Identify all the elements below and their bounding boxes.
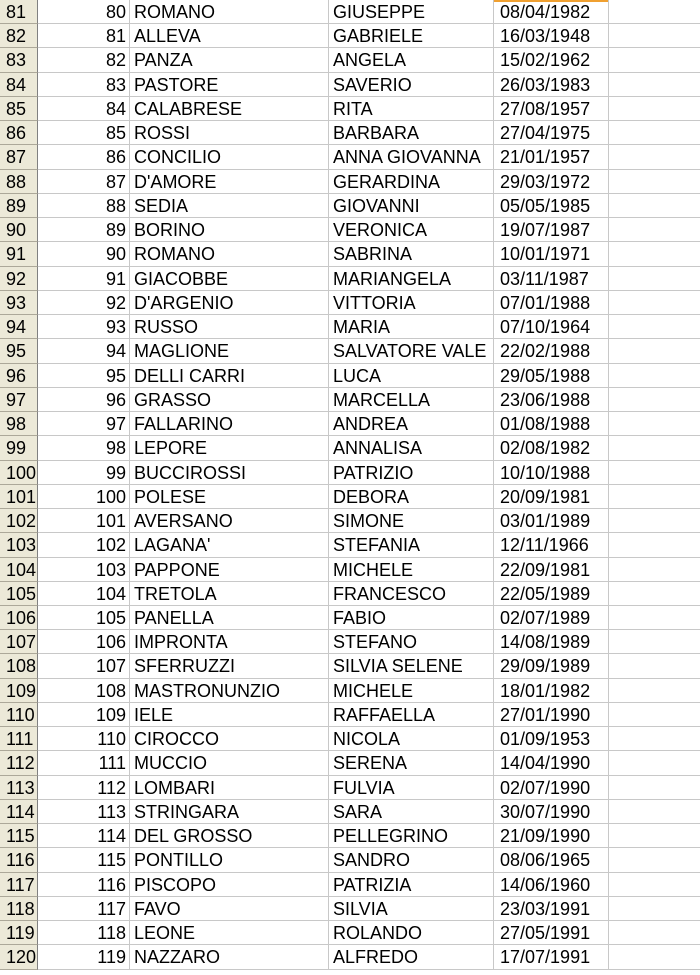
table-row bbox=[0, 388, 700, 412]
cell-id[interactable]: 118 bbox=[38, 921, 130, 945]
cell-first-name[interactable]: STEFANO bbox=[329, 630, 494, 654]
table-row bbox=[0, 582, 700, 606]
table-row bbox=[0, 509, 700, 533]
table-row bbox=[0, 145, 700, 169]
cell-empty[interactable] bbox=[609, 897, 700, 921]
cell-first-name[interactable]: FRANCESCO bbox=[329, 582, 494, 606]
cell-id[interactable]: 112 bbox=[38, 776, 130, 800]
cell-last-name[interactable]: ROSSI bbox=[130, 121, 329, 145]
cell-empty[interactable] bbox=[609, 291, 700, 315]
row-header[interactable]: 89 bbox=[0, 194, 38, 218]
cell-empty[interactable] bbox=[609, 558, 700, 582]
cell-empty[interactable] bbox=[609, 97, 700, 121]
cell-first-name[interactable]: PELLEGRINO bbox=[329, 824, 494, 848]
cell-id[interactable]: 109 bbox=[38, 703, 130, 727]
cell-empty[interactable] bbox=[609, 606, 700, 630]
row-header[interactable]: 117 bbox=[0, 873, 38, 897]
cell-last-name[interactable]: LOMBARI bbox=[130, 776, 329, 800]
table-row bbox=[0, 218, 700, 242]
row-header[interactable]: 109 bbox=[0, 679, 38, 703]
table-row bbox=[0, 751, 700, 775]
row-header[interactable]: 94 bbox=[0, 315, 38, 339]
cell-empty[interactable] bbox=[609, 824, 700, 848]
cell-last-name[interactable]: D'ARGENIO bbox=[130, 291, 329, 315]
cell-first-name[interactable]: ANNALISA bbox=[329, 436, 494, 460]
cell-first-name[interactable]: SAVERIO bbox=[329, 73, 494, 97]
table-row bbox=[0, 703, 700, 727]
cell-last-name[interactable]: LEPORE bbox=[130, 436, 329, 460]
row-header[interactable]: 115 bbox=[0, 824, 38, 848]
cell-last-name[interactable]: PAPPONE bbox=[130, 558, 329, 582]
cell-last-name[interactable]: BUCCIROSSI bbox=[130, 461, 329, 485]
row-header[interactable]: 84 bbox=[0, 73, 38, 97]
cell-id[interactable]: 89 bbox=[38, 218, 130, 242]
row-header[interactable]: 101 bbox=[0, 485, 38, 509]
cell-id[interactable]: 88 bbox=[38, 194, 130, 218]
cell-first-name[interactable]: SANDRO bbox=[329, 848, 494, 872]
cell-last-name[interactable]: D'AMORE bbox=[130, 170, 329, 194]
cell-first-name[interactable]: ROLANDO bbox=[329, 921, 494, 945]
cell-birth-date[interactable]: 08/04/1982 bbox=[494, 0, 609, 24]
cell-id[interactable]: 91 bbox=[38, 267, 130, 291]
cell-first-name[interactable]: NICOLA bbox=[329, 727, 494, 751]
cell-birth-date[interactable]: 29/05/1988 bbox=[494, 364, 609, 388]
cell-empty[interactable] bbox=[609, 170, 700, 194]
row-header[interactable]: 112 bbox=[0, 751, 38, 775]
row-header[interactable]: 93 bbox=[0, 291, 38, 315]
cell-birth-date[interactable]: 20/09/1981 bbox=[494, 485, 609, 509]
row-header[interactable]: 107 bbox=[0, 630, 38, 654]
cell-last-name[interactable]: MASTRONUNZIO bbox=[130, 679, 329, 703]
cell-first-name[interactable]: GERARDINA bbox=[329, 170, 494, 194]
cell-last-name[interactable]: RUSSO bbox=[130, 315, 329, 339]
cell-empty[interactable] bbox=[609, 727, 700, 751]
cell-birth-date[interactable]: 14/08/1989 bbox=[494, 630, 609, 654]
cell-last-name[interactable]: FALLARINO bbox=[130, 412, 329, 436]
table-row bbox=[0, 727, 700, 751]
cell-id[interactable]: 81 bbox=[38, 24, 130, 48]
cell-first-name[interactable]: ALFREDO bbox=[329, 945, 494, 969]
cell-birth-date[interactable]: 02/07/1990 bbox=[494, 776, 609, 800]
cell-empty[interactable] bbox=[609, 848, 700, 872]
cell-last-name[interactable]: DELLI CARRI bbox=[130, 364, 329, 388]
cell-last-name[interactable]: MUCCIO bbox=[130, 751, 329, 775]
cell-birth-date[interactable]: 27/05/1991 bbox=[494, 921, 609, 945]
cell-id[interactable]: 101 bbox=[38, 509, 130, 533]
cell-birth-date[interactable]: 23/03/1991 bbox=[494, 897, 609, 921]
cell-birth-date[interactable]: 22/05/1989 bbox=[494, 582, 609, 606]
row-header[interactable]: 88 bbox=[0, 170, 38, 194]
cell-first-name[interactable]: ANGELA bbox=[329, 48, 494, 72]
table-row bbox=[0, 558, 700, 582]
row-header[interactable]: 102 bbox=[0, 509, 38, 533]
cell-first-name[interactable]: MARIANGELA bbox=[329, 267, 494, 291]
cell-first-name[interactable]: RAFFAELLA bbox=[329, 703, 494, 727]
cell-first-name[interactable]: SILVIA bbox=[329, 897, 494, 921]
cell-first-name[interactable]: FABIO bbox=[329, 606, 494, 630]
table-row bbox=[0, 339, 700, 363]
row-header[interactable]: 99 bbox=[0, 436, 38, 460]
table-row bbox=[0, 291, 700, 315]
table-row bbox=[0, 121, 700, 145]
cell-id[interactable]: 96 bbox=[38, 388, 130, 412]
cell-id[interactable]: 104 bbox=[38, 582, 130, 606]
cell-first-name[interactable]: PATRIZIO bbox=[329, 461, 494, 485]
cell-empty[interactable] bbox=[609, 630, 700, 654]
row-header[interactable]: 90 bbox=[0, 218, 38, 242]
cell-first-name[interactable]: MICHELE bbox=[329, 558, 494, 582]
cell-last-name[interactable]: BORINO bbox=[130, 218, 329, 242]
cell-empty[interactable] bbox=[609, 654, 700, 678]
cell-id[interactable]: 80 bbox=[38, 0, 130, 24]
cell-id[interactable]: 115 bbox=[38, 848, 130, 872]
cell-first-name[interactable]: ANNA GIOVANNA bbox=[329, 145, 494, 169]
cell-birth-date[interactable]: 10/10/1988 bbox=[494, 461, 609, 485]
table-row bbox=[0, 412, 700, 436]
row-header[interactable]: 116 bbox=[0, 848, 38, 872]
cell-empty[interactable] bbox=[609, 873, 700, 897]
cell-id[interactable]: 116 bbox=[38, 873, 130, 897]
cell-birth-date[interactable]: 21/01/1957 bbox=[494, 145, 609, 169]
table-row bbox=[0, 97, 700, 121]
row-header[interactable]: 96 bbox=[0, 364, 38, 388]
cell-first-name[interactable]: SILVIA SELENE bbox=[329, 654, 494, 678]
table-row bbox=[0, 73, 700, 97]
row-header[interactable]: 104 bbox=[0, 558, 38, 582]
cell-id[interactable]: 102 bbox=[38, 533, 130, 557]
row-header[interactable]: 119 bbox=[0, 921, 38, 945]
cell-birth-date[interactable]: 27/04/1975 bbox=[494, 121, 609, 145]
cell-first-name[interactable]: GIUSEPPE bbox=[329, 0, 494, 24]
cell-empty[interactable] bbox=[609, 388, 700, 412]
table-row bbox=[0, 194, 700, 218]
cell-id[interactable]: 83 bbox=[38, 73, 130, 97]
cell-empty[interactable] bbox=[609, 73, 700, 97]
cell-first-name[interactable]: SARA bbox=[329, 800, 494, 824]
cell-last-name[interactable]: POLESE bbox=[130, 485, 329, 509]
cell-first-name[interactable]: SALVATORE VALE bbox=[329, 339, 494, 363]
table-row bbox=[0, 533, 700, 557]
cell-last-name[interactable]: AVERSANO bbox=[130, 509, 329, 533]
cell-last-name[interactable]: SEDIA bbox=[130, 194, 329, 218]
cell-empty[interactable] bbox=[609, 267, 700, 291]
cell-empty[interactable] bbox=[609, 776, 700, 800]
cell-birth-date[interactable]: 10/01/1971 bbox=[494, 242, 609, 266]
table-row bbox=[0, 48, 700, 72]
cell-id[interactable]: 105 bbox=[38, 606, 130, 630]
cell-id[interactable]: 119 bbox=[38, 945, 130, 969]
cell-last-name[interactable]: PISCOPO bbox=[130, 873, 329, 897]
cell-id[interactable]: 86 bbox=[38, 145, 130, 169]
cell-last-name[interactable]: LAGANA' bbox=[130, 533, 329, 557]
row-header[interactable]: 106 bbox=[0, 606, 38, 630]
cell-last-name[interactable]: PASTORE bbox=[130, 73, 329, 97]
cell-birth-date[interactable]: 21/09/1990 bbox=[494, 824, 609, 848]
cell-id[interactable]: 117 bbox=[38, 897, 130, 921]
cell-last-name[interactable]: TRETOLA bbox=[130, 582, 329, 606]
cell-birth-date[interactable]: 01/08/1988 bbox=[494, 412, 609, 436]
cell-first-name[interactable]: FULVIA bbox=[329, 776, 494, 800]
cell-last-name[interactable]: PANELLA bbox=[130, 606, 329, 630]
row-header[interactable]: 81 bbox=[0, 0, 38, 24]
row-header[interactable]: 86 bbox=[0, 121, 38, 145]
table-row bbox=[0, 24, 700, 48]
table-row bbox=[0, 315, 700, 339]
cell-empty[interactable] bbox=[609, 24, 700, 48]
table-row bbox=[0, 848, 700, 872]
table-row bbox=[0, 776, 700, 800]
cell-id[interactable]: 95 bbox=[38, 364, 130, 388]
row-header[interactable]: 110 bbox=[0, 703, 38, 727]
cell-id[interactable]: 113 bbox=[38, 800, 130, 824]
cell-last-name[interactable]: IELE bbox=[130, 703, 329, 727]
cell-id[interactable]: 93 bbox=[38, 315, 130, 339]
cell-first-name[interactable]: MICHELE bbox=[329, 679, 494, 703]
row-header[interactable]: 113 bbox=[0, 776, 38, 800]
cell-last-name[interactable]: SFERRUZZI bbox=[130, 654, 329, 678]
row-header[interactable]: 105 bbox=[0, 582, 38, 606]
cell-last-name[interactable]: IMPRONTA bbox=[130, 630, 329, 654]
table-row bbox=[0, 679, 700, 703]
cell-first-name[interactable]: BARBARA bbox=[329, 121, 494, 145]
cell-first-name[interactable]: SERENA bbox=[329, 751, 494, 775]
cell-empty[interactable] bbox=[609, 800, 700, 824]
cell-id[interactable]: 111 bbox=[38, 751, 130, 775]
row-header[interactable]: 114 bbox=[0, 800, 38, 824]
row-header[interactable]: 120 bbox=[0, 945, 38, 969]
cell-id[interactable]: 85 bbox=[38, 121, 130, 145]
cell-empty[interactable] bbox=[609, 921, 700, 945]
cell-birth-date[interactable]: 07/01/1988 bbox=[494, 291, 609, 315]
cell-birth-date[interactable]: 22/09/1981 bbox=[494, 558, 609, 582]
cell-first-name[interactable]: ANDREA bbox=[329, 412, 494, 436]
cell-first-name[interactable]: LUCA bbox=[329, 364, 494, 388]
cell-empty[interactable] bbox=[609, 485, 700, 509]
row-header[interactable]: 85 bbox=[0, 97, 38, 121]
cell-empty[interactable] bbox=[609, 364, 700, 388]
cell-last-name[interactable]: GIACOBBE bbox=[130, 267, 329, 291]
cell-birth-date[interactable]: 01/09/1953 bbox=[494, 727, 609, 751]
table-row bbox=[0, 242, 700, 266]
cell-id[interactable]: 92 bbox=[38, 291, 130, 315]
cell-last-name[interactable]: PONTILLO bbox=[130, 848, 329, 872]
row-header[interactable]: 95 bbox=[0, 339, 38, 363]
table-row bbox=[0, 897, 700, 921]
row-header[interactable]: 118 bbox=[0, 897, 38, 921]
cell-empty[interactable] bbox=[609, 121, 700, 145]
cell-empty[interactable] bbox=[609, 315, 700, 339]
row-header[interactable]: 111 bbox=[0, 727, 38, 751]
cell-id[interactable]: 87 bbox=[38, 170, 130, 194]
row-header[interactable]: 108 bbox=[0, 654, 38, 678]
cell-birth-date[interactable]: 02/07/1989 bbox=[494, 606, 609, 630]
cell-empty[interactable] bbox=[609, 0, 700, 24]
cell-birth-date[interactable]: 02/08/1982 bbox=[494, 436, 609, 460]
table-row bbox=[0, 364, 700, 388]
cell-first-name[interactable]: GIOVANNI bbox=[329, 194, 494, 218]
cell-birth-date[interactable]: 12/11/1966 bbox=[494, 533, 609, 557]
cell-first-name[interactable]: STEFANIA bbox=[329, 533, 494, 557]
cell-empty[interactable] bbox=[609, 145, 700, 169]
cell-empty[interactable] bbox=[609, 412, 700, 436]
cell-id[interactable]: 100 bbox=[38, 485, 130, 509]
cell-id[interactable]: 99 bbox=[38, 461, 130, 485]
cell-first-name[interactable]: PATRIZIA bbox=[329, 873, 494, 897]
cell-last-name[interactable]: CALABRESE bbox=[130, 97, 329, 121]
table-row bbox=[0, 630, 700, 654]
table-row bbox=[0, 0, 700, 24]
cell-last-name[interactable]: ALLEVA bbox=[130, 24, 329, 48]
cell-empty[interactable] bbox=[609, 218, 700, 242]
cell-id[interactable]: 108 bbox=[38, 679, 130, 703]
cell-id[interactable]: 84 bbox=[38, 97, 130, 121]
cell-empty[interactable] bbox=[609, 242, 700, 266]
table-row bbox=[0, 436, 700, 460]
cell-last-name[interactable]: STRINGARA bbox=[130, 800, 329, 824]
cell-id[interactable]: 107 bbox=[38, 654, 130, 678]
cell-last-name[interactable]: ROMANO bbox=[130, 242, 329, 266]
cell-first-name[interactable]: SIMONE bbox=[329, 509, 494, 533]
cell-birth-date[interactable]: 17/07/1991 bbox=[494, 945, 609, 969]
cell-first-name[interactable]: SABRINA bbox=[329, 242, 494, 266]
cell-id[interactable]: 110 bbox=[38, 727, 130, 751]
cell-id[interactable]: 90 bbox=[38, 242, 130, 266]
cell-empty[interactable] bbox=[609, 679, 700, 703]
table-row bbox=[0, 824, 700, 848]
cell-birth-date[interactable]: 08/06/1965 bbox=[494, 848, 609, 872]
table-row bbox=[0, 800, 700, 824]
table-row bbox=[0, 945, 700, 969]
cell-id[interactable]: 103 bbox=[38, 558, 130, 582]
cell-empty[interactable] bbox=[609, 339, 700, 363]
cell-id[interactable]: 97 bbox=[38, 412, 130, 436]
cell-last-name[interactable]: GRASSO bbox=[130, 388, 329, 412]
cell-last-name[interactable]: CIROCCO bbox=[130, 727, 329, 751]
cell-birth-date[interactable]: 18/01/1982 bbox=[494, 679, 609, 703]
cell-last-name[interactable]: NAZZARO bbox=[130, 945, 329, 969]
cell-id[interactable]: 94 bbox=[38, 339, 130, 363]
cell-id[interactable]: 106 bbox=[38, 630, 130, 654]
cell-birth-date[interactable]: 27/01/1990 bbox=[494, 703, 609, 727]
cell-birth-date[interactable]: 29/03/1972 bbox=[494, 170, 609, 194]
cell-last-name[interactable]: DEL GROSSO bbox=[130, 824, 329, 848]
cell-last-name[interactable]: FAVO bbox=[130, 897, 329, 921]
cell-first-name[interactable]: DEBORA bbox=[329, 485, 494, 509]
cell-first-name[interactable]: RITA bbox=[329, 97, 494, 121]
row-header[interactable]: 100 bbox=[0, 461, 38, 485]
cell-birth-date[interactable]: 03/11/1987 bbox=[494, 267, 609, 291]
cell-birth-date[interactable]: 19/07/1987 bbox=[494, 218, 609, 242]
cell-empty[interactable] bbox=[609, 509, 700, 533]
cell-id[interactable]: 114 bbox=[38, 824, 130, 848]
cell-empty[interactable] bbox=[609, 194, 700, 218]
cell-first-name[interactable]: GABRIELE bbox=[329, 24, 494, 48]
cell-id[interactable]: 82 bbox=[38, 48, 130, 72]
cell-birth-date[interactable]: 30/07/1990 bbox=[494, 800, 609, 824]
cell-empty[interactable] bbox=[609, 461, 700, 485]
cell-first-name[interactable]: MARIA bbox=[329, 315, 494, 339]
cell-first-name[interactable]: VITTORIA bbox=[329, 291, 494, 315]
row-header[interactable]: 91 bbox=[0, 242, 38, 266]
table-row bbox=[0, 654, 700, 678]
table-row bbox=[0, 873, 700, 897]
cell-id[interactable]: 98 bbox=[38, 436, 130, 460]
cell-last-name[interactable]: PANZA bbox=[130, 48, 329, 72]
cell-empty[interactable] bbox=[609, 436, 700, 460]
cell-birth-date[interactable]: 26/03/1983 bbox=[494, 73, 609, 97]
cell-empty[interactable] bbox=[609, 533, 700, 557]
cell-last-name[interactable]: MAGLIONE bbox=[130, 339, 329, 363]
cell-empty[interactable] bbox=[609, 751, 700, 775]
cell-birth-date[interactable]: 14/06/1960 bbox=[494, 873, 609, 897]
cell-birth-date[interactable]: 07/10/1964 bbox=[494, 315, 609, 339]
cell-empty[interactable] bbox=[609, 703, 700, 727]
cell-birth-date[interactable]: 14/04/1990 bbox=[494, 751, 609, 775]
table-row bbox=[0, 921, 700, 945]
row-header[interactable]: 103 bbox=[0, 533, 38, 557]
row-header[interactable]: 82 bbox=[0, 24, 38, 48]
cell-last-name[interactable]: LEONE bbox=[130, 921, 329, 945]
cell-empty[interactable] bbox=[609, 48, 700, 72]
cell-empty[interactable] bbox=[609, 582, 700, 606]
cell-empty[interactable] bbox=[609, 945, 700, 969]
table-row bbox=[0, 170, 700, 194]
cell-first-name[interactable]: MARCELLA bbox=[329, 388, 494, 412]
table-row bbox=[0, 267, 700, 291]
cell-birth-date[interactable]: 29/09/1989 bbox=[494, 654, 609, 678]
cell-birth-date[interactable]: 05/05/1985 bbox=[494, 194, 609, 218]
cell-birth-date[interactable]: 22/02/1988 bbox=[494, 339, 609, 363]
row-header[interactable]: 92 bbox=[0, 267, 38, 291]
cell-birth-date[interactable]: 03/01/1989 bbox=[494, 509, 609, 533]
cell-birth-date[interactable]: 15/02/1962 bbox=[494, 48, 609, 72]
row-header[interactable]: 97 bbox=[0, 388, 38, 412]
cell-last-name[interactable]: CONCILIO bbox=[130, 145, 329, 169]
cell-birth-date[interactable]: 27/08/1957 bbox=[494, 97, 609, 121]
table-row bbox=[0, 606, 700, 630]
table-row bbox=[0, 461, 700, 485]
row-header[interactable]: 87 bbox=[0, 145, 38, 169]
cell-birth-date[interactable]: 23/06/1988 bbox=[494, 388, 609, 412]
cell-birth-date[interactable]: 16/03/1948 bbox=[494, 24, 609, 48]
cell-last-name[interactable]: ROMANO bbox=[130, 0, 329, 24]
cell-first-name[interactable]: VERONICA bbox=[329, 218, 494, 242]
table-row bbox=[0, 485, 700, 509]
row-header[interactable]: 98 bbox=[0, 412, 38, 436]
row-header[interactable]: 83 bbox=[0, 48, 38, 72]
